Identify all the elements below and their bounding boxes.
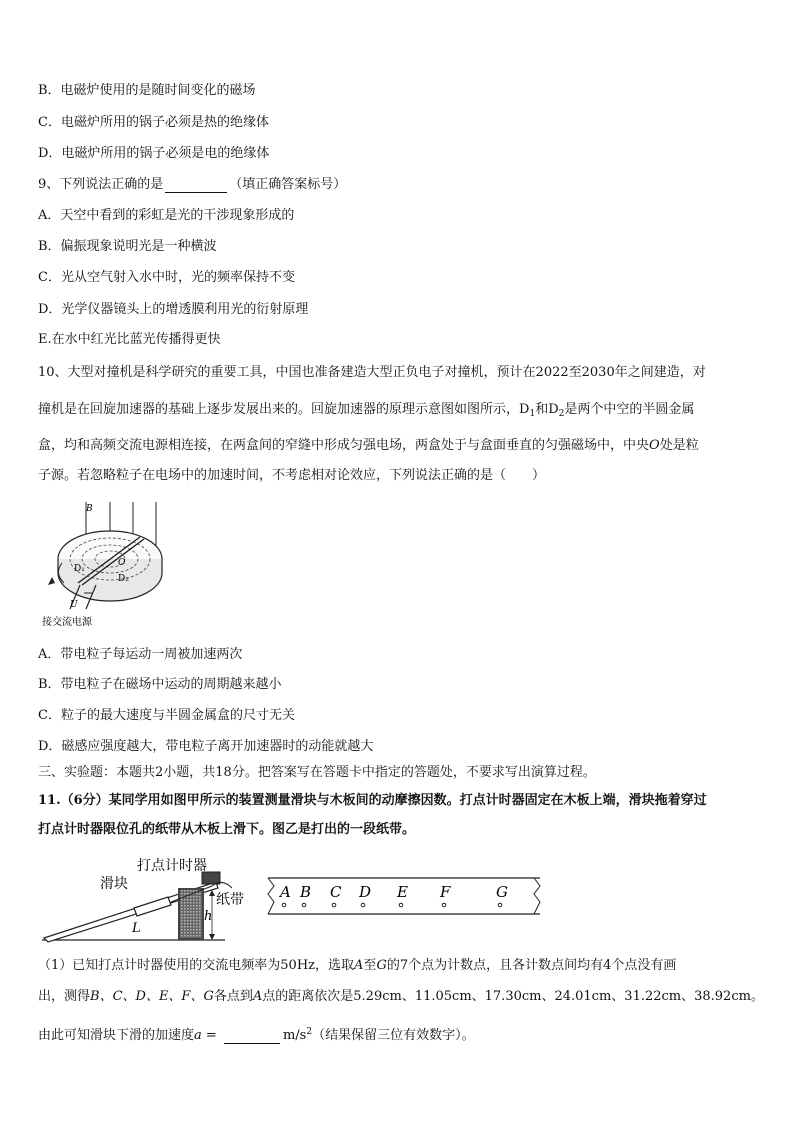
q9-option-e: E.在水中红光比蓝光传播得更快	[38, 332, 221, 347]
part1-text-a: （1）已知打点计时器使用的交流电频率为	[38, 958, 281, 973]
q10-line2-tail: 是两个中空的半圆金属	[564, 402, 695, 417]
tape-dot-c	[332, 903, 336, 907]
tape-label-g: G	[496, 883, 508, 901]
symbol-a-2: A	[252, 989, 263, 1004]
q10-stem-line2	[38, 402, 694, 422]
part1-line2-text-b: 各点到	[213, 989, 253, 1004]
q10-stem-line1: 10、大型对撞机是科学研究的重要工具，中国也准备建造大型正负电子对撞机，预计在2022至2030年之间建造，对	[38, 365, 706, 380]
tape-label-b: B	[300, 883, 312, 901]
q9-option-a: A．天空中看到的彩虹是光的干涉现象形成的	[38, 208, 295, 223]
label-u: U	[70, 600, 78, 610]
tape-dot-g	[498, 903, 502, 907]
part1-text-to: 至	[363, 958, 377, 973]
label-timer: 打点计时器	[137, 858, 207, 874]
q9-answer-blank	[165, 179, 227, 193]
label-o: O	[118, 558, 126, 568]
q8-option-c: C．电磁炉所用的锅子必须是热的绝缘体	[38, 115, 269, 130]
tape-label-c: C	[330, 883, 342, 901]
symbol-accel: a	[194, 1028, 202, 1043]
q11-part1-line1	[38, 958, 676, 974]
q11-stem-line1: 11.（6分）某同学用如图甲所示的装置测量滑块与木板间的动摩擦因数。打点计时器固定在木板上端，滑块拖着穿过	[38, 793, 707, 808]
equals-sign: =	[201, 1028, 221, 1043]
part1-line2-text-c: 点的距离依次是	[262, 989, 354, 1004]
q9-option-c: C．光从空气射入水中时，光的频率保持不变	[38, 270, 295, 285]
frequency-value: 50Hz	[280, 958, 316, 973]
q10-line3-text: 盒，均和高频交流电源相连接，在两盒间的窄缝中形成匀强电场，两盒处于与盒面垂直的匀强磁场中，中央	[38, 438, 650, 453]
q10-option-d: D．磁感应强度越大，带电粒子离开加速器时的动能就越大	[38, 739, 374, 754]
q11-part1-line3	[38, 1024, 475, 1044]
cyclotron-figure	[40, 497, 170, 632]
label-block: 滑块	[100, 876, 128, 892]
label-d2: D₂	[118, 574, 129, 584]
distances-list: 5.29cm、11.05cm、17.30cm、24.01cm、31.22cm、38.92cm	[353, 989, 751, 1004]
tape-dot-a	[282, 903, 286, 907]
q9-option-d: D．光学仪器镜头上的增透膜利用光的衍射原理	[38, 302, 309, 317]
tape-dot-d	[361, 903, 365, 907]
incline-apparatus-figure	[40, 848, 250, 944]
q10-symbol-o: O	[649, 438, 660, 453]
q10-line2-text: 撞机是在回旋加速器的基础上逐步发展出来的。回旋加速器的原理示意图如图所示，	[38, 402, 520, 417]
label-b: B	[86, 504, 93, 514]
q11-part1-line2	[38, 989, 764, 1005]
figure-caption: 接交流电源	[42, 617, 92, 628]
q10-option-b: B．带电粒子在磁场中运动的周期越来越小	[38, 677, 282, 692]
q10-stem-line3	[38, 438, 699, 454]
q9-stem	[38, 177, 346, 193]
label-h: h	[204, 909, 213, 924]
q11-stem-line2: 打点计时器限位孔的纸带从木板上滑下。图乙是打出的一段纸带。	[38, 822, 416, 837]
acceleration-answer-blank	[224, 1030, 280, 1044]
unit-exponent: 2	[306, 1027, 313, 1037]
q10-line3-tail: 处是粒	[659, 438, 699, 453]
q10-option-a: A．带电粒子每运动一周被加速两次	[38, 647, 243, 662]
unit: m/s	[282, 1028, 307, 1043]
tape-dot-f	[442, 903, 446, 907]
tape-label-e: E	[397, 883, 408, 901]
points-list: B、C、D、E、F、G	[90, 989, 214, 1004]
q9-stem-text: 9、下列说法正确的是	[38, 177, 164, 192]
q10-stem-line4: 子源。若忽略粒子在电场中的加速时间，不考虑相对论效应，下列说法正确的是（ ）	[38, 468, 546, 483]
q10-d1: $D_1$	[519, 402, 536, 419]
paper-tape-figure	[266, 872, 544, 920]
tape-label-d: D	[359, 883, 372, 901]
tape-dot-b	[302, 903, 306, 907]
label-d1: D₁	[74, 564, 85, 574]
q8-option-b: B．电磁炉使用的是随时间变化的磁场	[38, 83, 256, 98]
part1-line3-text-a: 由此可知滑块下滑的加速度	[38, 1028, 195, 1043]
label-l: L	[132, 921, 141, 936]
symbol-a: A	[354, 958, 364, 973]
period: 。	[750, 989, 764, 1004]
part1-text-c: 的7个点为计数点，且各计数点间均有4个点没有画	[386, 958, 677, 973]
part1-line2-text-a: 出，测得	[38, 989, 91, 1004]
label-tape: 纸带	[216, 892, 244, 908]
q10-d2: $D_2$	[548, 402, 565, 419]
q9-stem-hint: （填正确答案标号）	[229, 177, 347, 192]
part1-text-b: ，选取	[315, 958, 355, 973]
tape-label-a: A	[280, 883, 291, 901]
section-3-heading: 三、实验题：本题共2小题，共18分。把答案写在答题卡中指定的答题处，不要求写出演算过程。	[38, 765, 596, 780]
q9-option-b: B．偏振现象说明光是一种横波	[38, 239, 217, 254]
part1-line3-text-b: （结果保留三位有效数字）。	[312, 1028, 475, 1043]
q10-and: 和	[535, 402, 549, 417]
tape-label-f: F	[440, 883, 451, 901]
q10-option-c: C．粒子的最大速度与半圆金属盒的尺寸无关	[38, 708, 295, 723]
tape-dot-e	[399, 903, 403, 907]
symbol-g: G	[376, 958, 387, 973]
q8-option-d: D．电磁炉所用的锅子必须是电的绝缘体	[38, 146, 270, 161]
